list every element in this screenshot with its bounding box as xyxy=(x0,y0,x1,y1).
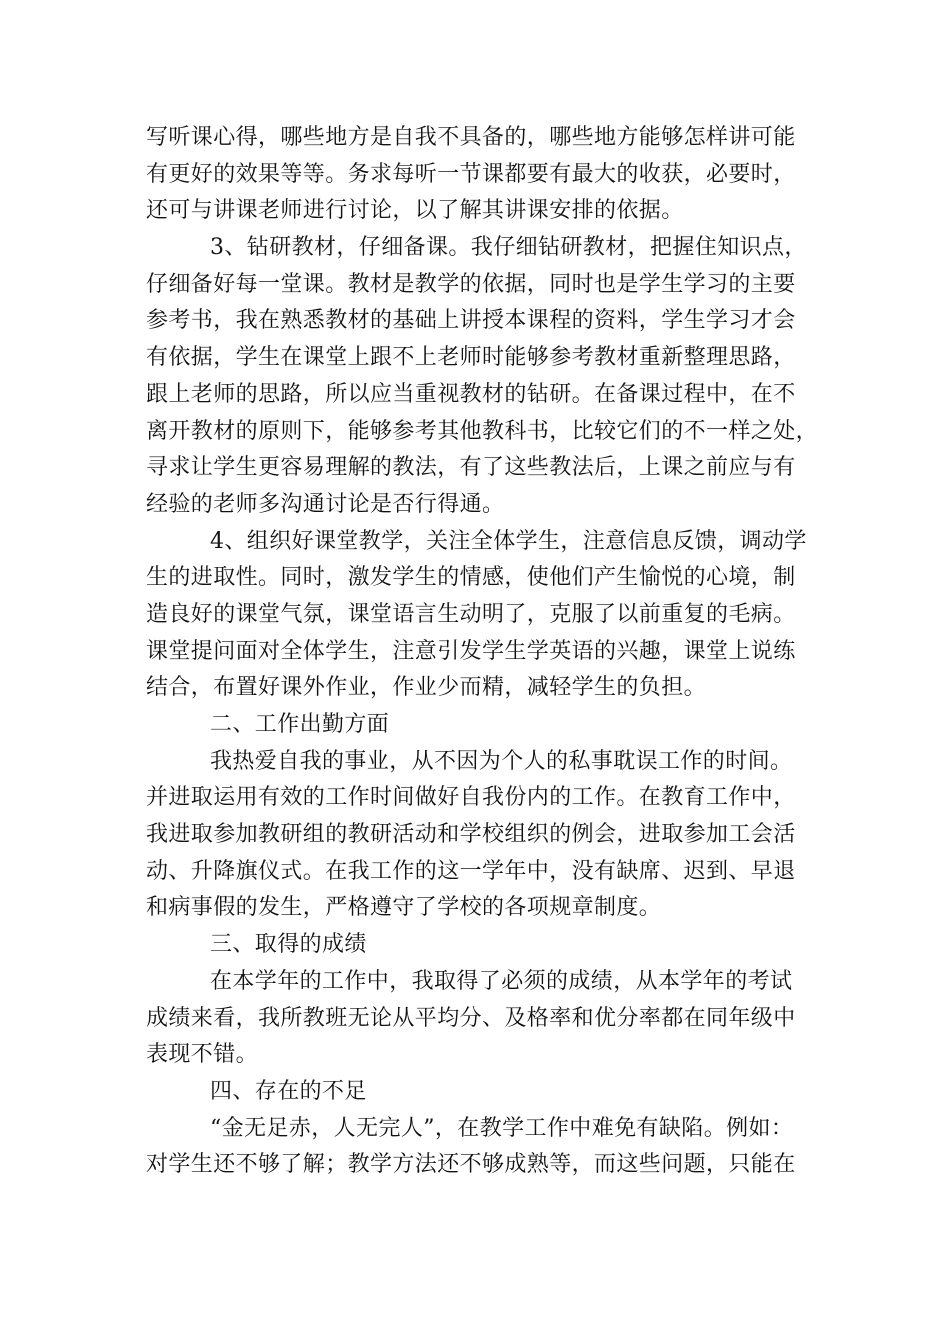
text-line: 有依据，学生在课堂上跟不上老师时能够参考教材重新整理思路， xyxy=(146,345,796,371)
text-line: 三、取得的成绩 xyxy=(210,932,367,958)
text-line: 生的进取性。同时，激发学生的情感，使他们产生愉悦的心境，制 xyxy=(146,565,796,591)
text-line: 在本学年的工作中，我取得了必须的成绩，从本学年的考试 xyxy=(210,968,793,994)
text-line: 仔细备好每一堂课。教材是教学的依据，同时也是学生学习的主要 xyxy=(146,271,796,297)
text-line: 动、升降旗仪式。在我工作的这一学年中，没有缺席、迟到、早退 xyxy=(146,858,796,884)
text-line: 寻求让学生更容易理解的教法，有了这些教法后，上课之前应与有 xyxy=(146,455,796,481)
text-line: 并进取运用有效的工作时间做好自我份内的工作。在教育工作中， xyxy=(146,785,796,811)
text-line: 和病事假的发生，严格遵守了学校的各项规章制度。 xyxy=(146,895,662,921)
text-line: 3、钻研教材，仔细备课。我仔细钻研教材，把握住知识点， xyxy=(210,235,807,261)
text-line: 课堂提问面对全体学生，注意引发学生学英语的兴趣，课堂上说练 xyxy=(146,638,796,664)
text-line: 造良好的课堂气氛，课堂语言生动明了，克服了以前重复的毛病。 xyxy=(146,601,796,627)
text-line: 还可与讲课老师进行讨论，以了解其讲课安排的依据。 xyxy=(146,198,684,224)
text-line: 二、工作出勤方面 xyxy=(210,712,390,737)
text-line: 表现不错。 xyxy=(146,1042,259,1068)
text-line: 结合，布置好课外作业，作业少而精，减轻学生的负担。 xyxy=(146,675,707,701)
text-line: 我热爱自我的事业，从不因为个人的私事耽误工作的时间。 xyxy=(210,748,793,774)
text-line: 4、组织好课堂教学，关注全体学生，注意信息反馈，调动学 xyxy=(210,528,807,554)
text-line: 跟上老师的思路，所以应当重视教材的钻研。在备课过程中，在不 xyxy=(146,381,796,407)
text-line: “金无足赤，人无完人”，在教学工作中难免有缺陷。例如： xyxy=(210,1115,794,1141)
text-line: 成绩来看，我所教班无论从平均分、及格率和优分率都在同年级中 xyxy=(146,1005,796,1031)
text-line: 四、存在的不足 xyxy=(210,1078,367,1104)
text-line: 离开教材的原则下，能够参考其他教科书，比较它们的不一样之处， xyxy=(146,418,819,444)
text-line: 对学生还不够了解；教学方法还不够成熟等，而这些问题，只能在 xyxy=(146,1152,796,1178)
document-body xyxy=(146,120,836,1184)
text-line: 写听课心得，哪些地方是自我不具备的，哪些地方能够怎样讲可能 xyxy=(146,125,796,150)
text-line: 我进取参加教研组的教研活动和学校组织的例会，进取参加工会活 xyxy=(146,822,796,848)
text-line: 参考书，我在熟悉教材的基础上讲授本课程的资料，学生学习才会 xyxy=(146,308,796,334)
text-line: 经验的老师多沟通讨论是否行得通。 xyxy=(146,491,505,517)
text-line: 有更好的效果等等。务求每听一节课都要有最大的收获，必要时， xyxy=(146,161,796,187)
